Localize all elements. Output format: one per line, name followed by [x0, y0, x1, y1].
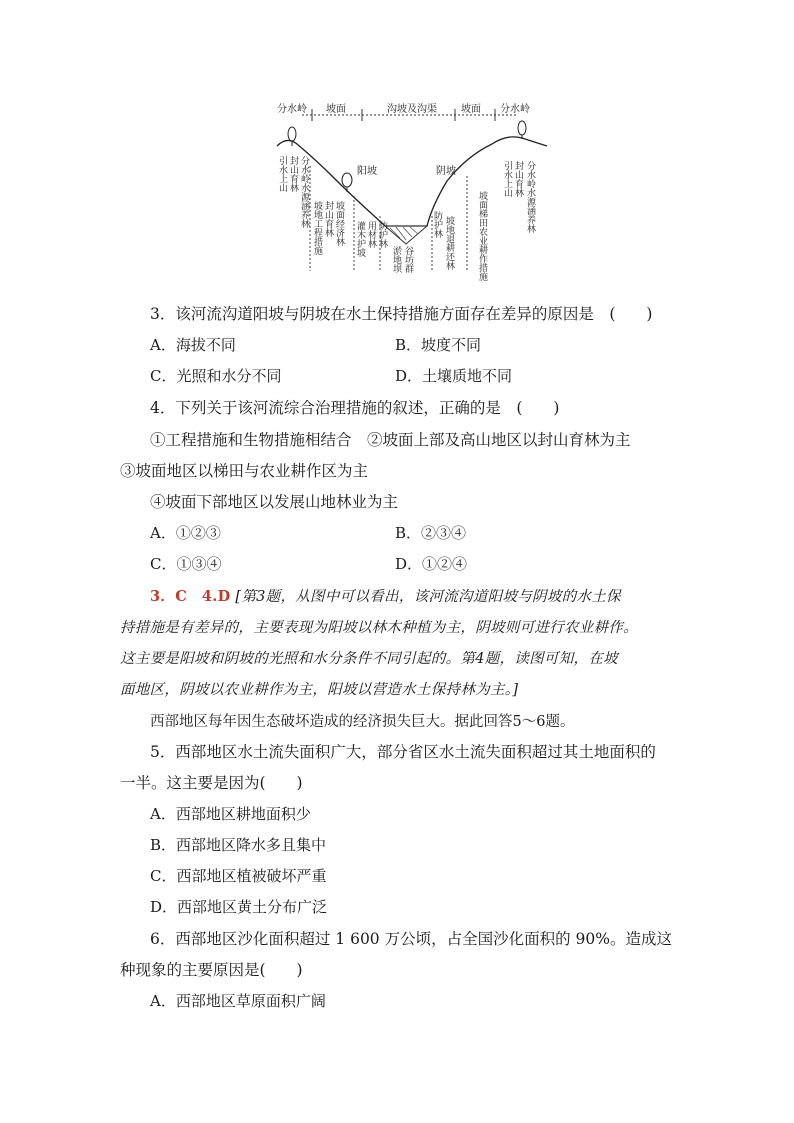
left-label-2: 封山育林 — [288, 156, 298, 192]
answer-text-1: [第3题，从图中可以看出，该河流沟道阳坡与阴坡的水土保 — [235, 589, 621, 605]
q5-option-b: B．西部地区降水多且集中 — [150, 836, 327, 854]
left-label-4: 坡地工程措施 — [312, 201, 322, 255]
right-label-4: 引水上山 — [502, 161, 512, 197]
answer-line-1 — [120, 581, 680, 613]
tree-icon — [518, 121, 526, 135]
q5-option-a: A．西部地区耕地面积少 — [150, 805, 311, 823]
intro-text: 西部地区每年因生态破坏造成的经济损失巨大。据此回答5～6题。 — [150, 714, 575, 730]
q4-option-b: B．②③④ — [395, 524, 467, 542]
right-label-2: 坡地退耕还林 — [444, 216, 454, 270]
shady-slope-label: 阴坡 — [436, 166, 456, 177]
top-label-1: 分水岭 — [277, 104, 307, 115]
answer-label: 3．C 4.D — [150, 588, 231, 605]
q3-option-a: A．海拔不同 — [150, 336, 236, 354]
diagram-svg — [272, 96, 552, 281]
right-label-5: 封山育林 — [513, 161, 523, 197]
right-label-3: 坡面梯田农业耕作措施 — [477, 191, 487, 281]
answer-line-2: 持措施是有差异的，主要表现为阳坡以林木种植为主，阴坡则可进行农业耕作。 — [120, 620, 638, 636]
q4-option-d: D．①②④ — [395, 555, 468, 573]
q4-statement-4: ④坡面下部地区以发展山地林业为主 — [150, 493, 399, 511]
left-label-5: 封山育林 — [323, 201, 333, 237]
center-label-1: 灌木护坡 — [355, 221, 365, 257]
q6-stem-line-1: 6．西部地区沙化面积超过 1 600 万公顷，占全国沙化面积的 90%。造成这 — [150, 930, 672, 948]
top-label-5: 分水岭 — [500, 104, 530, 115]
right-label-6: 分水岭水源涵养林 — [525, 161, 535, 233]
left-label-6: 坡面经济林 — [334, 201, 344, 246]
tree-icon — [288, 127, 296, 141]
answer-explanation — [120, 581, 680, 706]
top-label-2: 坡面 — [326, 104, 346, 115]
q6-stem-line-2: 种现象的主要原因是( ) — [120, 961, 303, 979]
q3-stem: 3．该河流沟道阳坡与阴坡在水土保持措施方面存在差异的原因是 ( ) — [150, 305, 653, 323]
q4-option-a: A．①②③ — [150, 524, 221, 542]
q3-option-c: C．光照和水分不同 — [150, 367, 282, 385]
top-label-4: 坡面 — [461, 104, 481, 115]
top-label-3: 沟坡及沟渠 — [387, 104, 437, 115]
left-label-3: 分水岭水源涵养林 — [299, 156, 309, 228]
q5-option-c: C．西部地区植被破坏严重 — [150, 867, 327, 885]
sunny-slope-label: 阳坡 — [357, 166, 377, 177]
q5-stem-line-1: 5．西部地区水土流失面积广大，部分省区水土流失面积超过其土地面积的 — [150, 743, 656, 761]
center-label-2: 用材林 — [366, 221, 376, 248]
q5-stem-line-2: 一半。这主要是因为( ) — [120, 774, 303, 792]
center-label-5: 谷坊群 — [403, 246, 413, 273]
q4-stem: 4．下列关于该河流综合治理措施的叙述，正确的是 ( ) — [150, 399, 560, 417]
q6-option-a: A．西部地区草原面积广阔 — [150, 992, 326, 1010]
center-label-3: 防护林 — [377, 221, 387, 248]
answer-line-4: 面地区，阴坡以农业耕作为主，阳坡以营造水土保持林为主。] — [120, 682, 519, 698]
left-label-1: 引水上山 — [277, 156, 287, 192]
silt-dam-icon — [385, 226, 427, 244]
q4-option-c: C．①③④ — [150, 555, 222, 573]
q5-option-d: D．西部地区黄土分布广泛 — [150, 898, 328, 916]
q4-statement-1-2: ①工程措施和生物措施相结合 ②坡面上部及高山地区以封山育林为主 — [150, 431, 631, 449]
q3-option-d: D．土壤质地不同 — [395, 367, 513, 385]
center-label-4: 淤地坝 — [391, 246, 401, 273]
watershed-profile-diagram — [272, 96, 552, 281]
q4-statement-3: ③坡面地区以梯田与农业耕作区为主 — [120, 462, 369, 480]
q3-option-b: B．坡度不同 — [395, 336, 482, 354]
tree-icon — [342, 173, 352, 187]
right-label-1: 防护林 — [432, 211, 442, 238]
answer-line-3: 这主要是阳坡和阴坡的光照和水分条件不同引起的。第4题，读图可知，在坡 — [120, 651, 618, 667]
